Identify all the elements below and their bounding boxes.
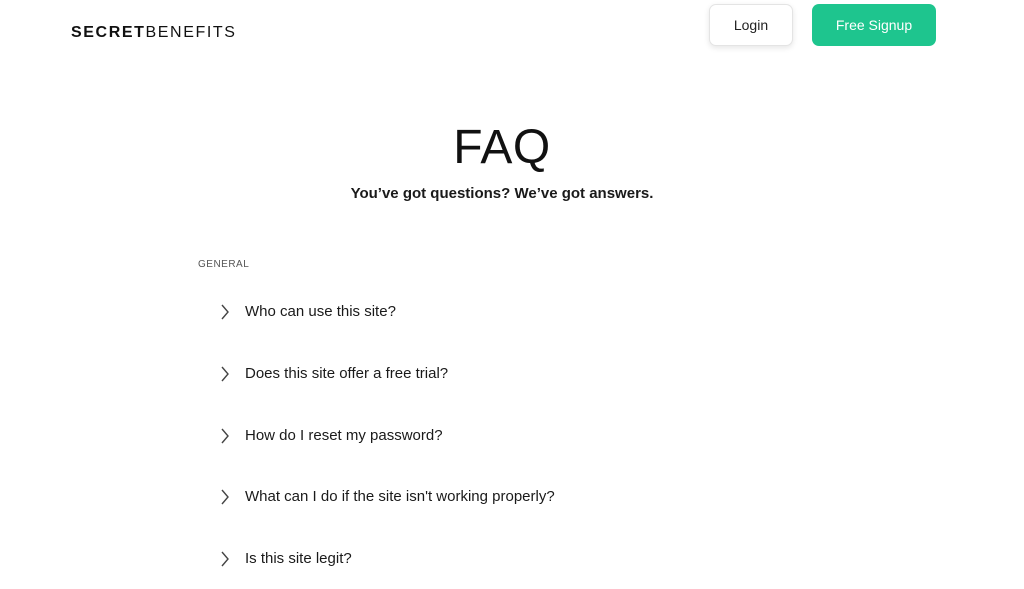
chevron-right-icon: [218, 552, 232, 566]
faq-item[interactable]: [216, 544, 816, 574]
logo-primary-text: SECRET: [71, 24, 146, 41]
logo-secondary-text: BENEFITS: [145, 24, 237, 41]
chevron-right-icon: [218, 429, 232, 443]
faq-question: Does this site offer a free trial?: [245, 365, 449, 382]
chevron-right-icon: [218, 490, 232, 504]
faq-section-label: GENERAL: [198, 259, 250, 270]
faq-item[interactable]: [216, 421, 816, 451]
faq-item[interactable]: [216, 297, 816, 327]
free-signup-button[interactable]: Free Signup: [812, 4, 936, 46]
site-logo[interactable]: [71, 24, 237, 42]
faq-item[interactable]: [216, 482, 816, 512]
faq-item[interactable]: [216, 359, 816, 389]
chevron-right-icon: [218, 305, 232, 319]
faq-question: Who can use this site?: [245, 303, 396, 320]
login-button[interactable]: Login: [709, 4, 793, 46]
chevron-right-icon: [218, 367, 232, 381]
faq-question: How do I reset my password?: [245, 427, 443, 444]
page-title: FAQ: [453, 121, 551, 174]
faq-question: What can I do if the site isn't working properly?: [245, 488, 555, 505]
faq-question: Is this site legit?: [245, 550, 352, 567]
page-subtitle: You’ve got questions? We’ve got answers.: [350, 185, 654, 202]
